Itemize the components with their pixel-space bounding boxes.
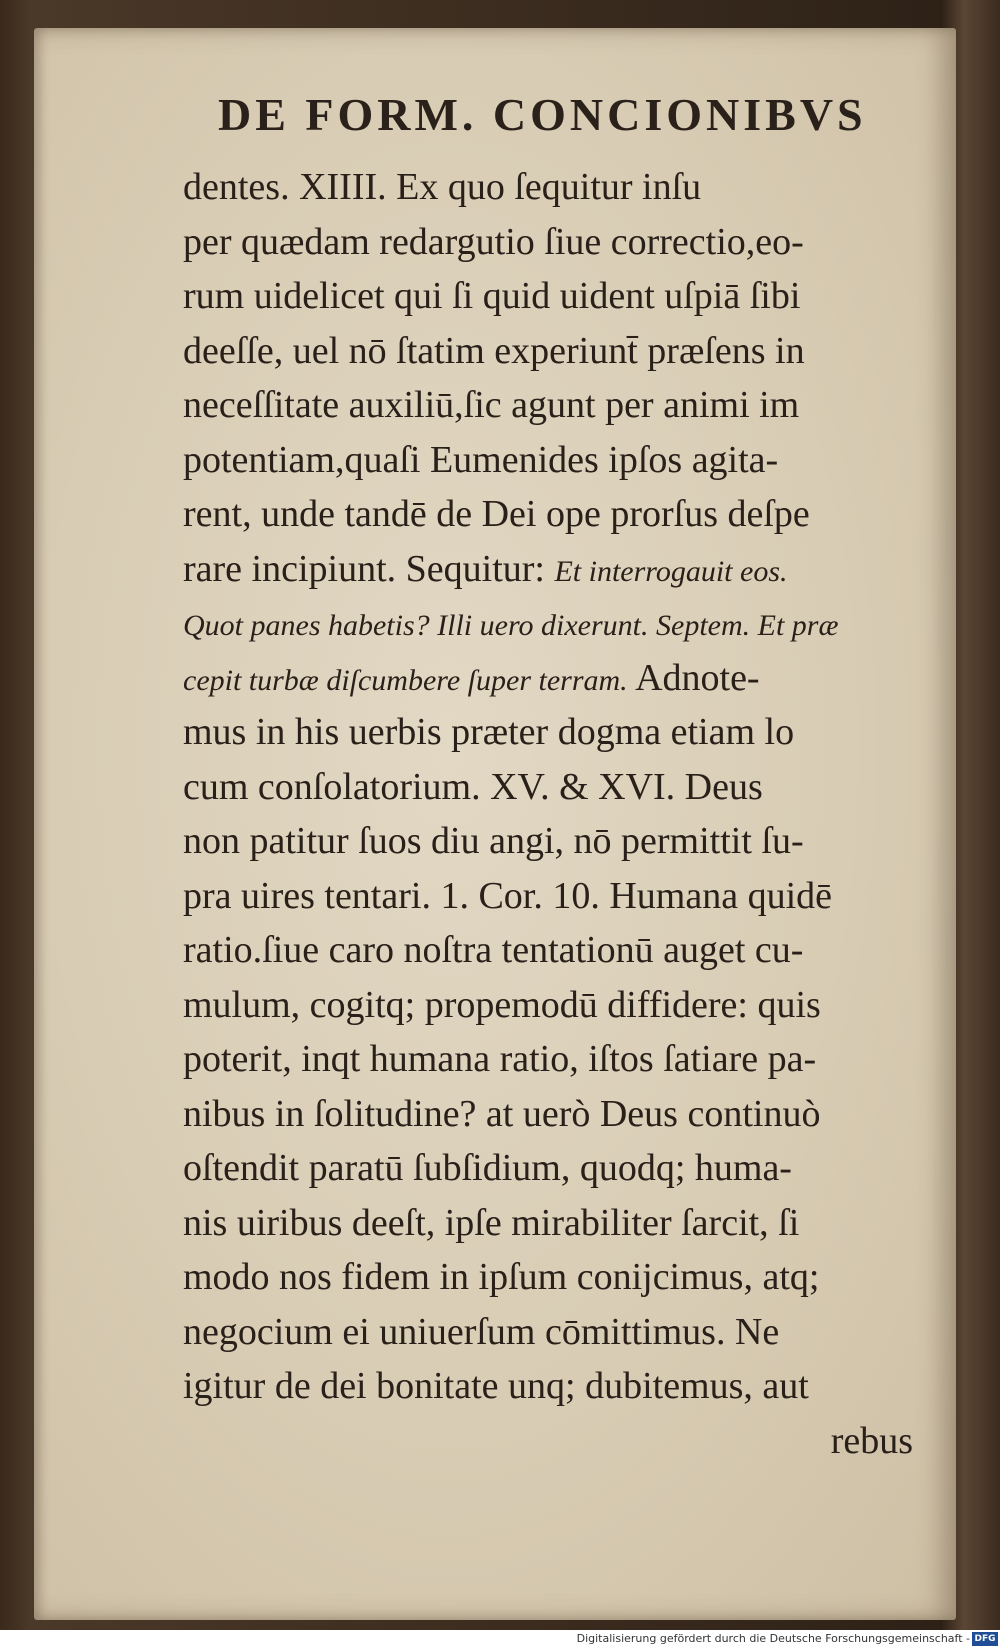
text-line: rum uidelicet qui ſi quid uident uſpiā ſibi [183, 275, 801, 317]
text-line: per quædam redargutio ſiue correctio,eo- [183, 220, 804, 263]
body-text [183, 160, 913, 1468]
text-line: pra uires tentari. 1. Cor. 10. Humana quidē [183, 874, 833, 917]
dfg-logo-icon: DFG [972, 1632, 998, 1646]
text-line: non patitur ſuos diu angi, nō permittit ſu- [183, 820, 804, 862]
text-line: Quot panes habetis? Illi uero dixerunt. Septem. Et præ [183, 609, 839, 642]
text-line: rent, unde tandē de Dei ope prorſus deſpe [183, 493, 810, 535]
text-line: nibus in ſolitudine? at uerò Deus continuò [183, 1092, 821, 1135]
text-line: mulum, cogitq; propemodū diffidere: quis [183, 983, 821, 1026]
text-line: poterit, inqt humana ratio, iſtos ſatiare pa- [183, 1038, 817, 1080]
funding-credit: Digitalisierung gefördert durch die Deutsche Forschungsgemeinschaft - [576, 1632, 970, 1645]
text-line: modo nos fidem in ipſum conijcimus, atq; [183, 1256, 820, 1298]
text-line: oſtendit paratū ſubſidium, quodq; huma- [183, 1147, 792, 1189]
text-line: cum conſolatorium. XV. & XVI. Deus [183, 765, 763, 808]
text-line: rare incipiunt. Sequitur: Et interrogauit eos. [183, 547, 788, 590]
footer-bar [0, 1630, 1000, 1649]
text-line: nis uiribus deeſt, ipſe mirabiliter ſarcit, ſi [183, 1201, 800, 1244]
catchword: rebus [830, 1419, 913, 1462]
running-head: DE FORM. CONCIONIBVS [218, 89, 867, 140]
plain-fragment: Adnote- [635, 656, 760, 699]
text-line: ratio.ſiue caro noſtra tentationū auget cu- [183, 929, 804, 971]
text-line: mus in his uerbis præter dogma etiam lo [183, 711, 795, 753]
text-line: igitur de dei bonitate unq; dubitemus, aut [183, 1365, 809, 1407]
text-line: potentiam,quaſi Eumenides ipſos agita- [183, 438, 779, 481]
text-line: cepit turbæ diſcumbere ſuper terram. Adnote- [183, 656, 760, 699]
italic-fragment: Et interrogauit eos. [554, 554, 788, 588]
text-line: deeſſe, uel nō ſtatim experiunt̄ præſens in [183, 329, 805, 372]
text-line: dentes. XIIII. Ex quo ſequitur inſu [183, 166, 702, 208]
text-line: neceſſitate auxiliū,ſic agunt per animi im [183, 384, 800, 426]
text-line: negocium ei uniuerſum cōmittimus. Ne [183, 1310, 780, 1353]
